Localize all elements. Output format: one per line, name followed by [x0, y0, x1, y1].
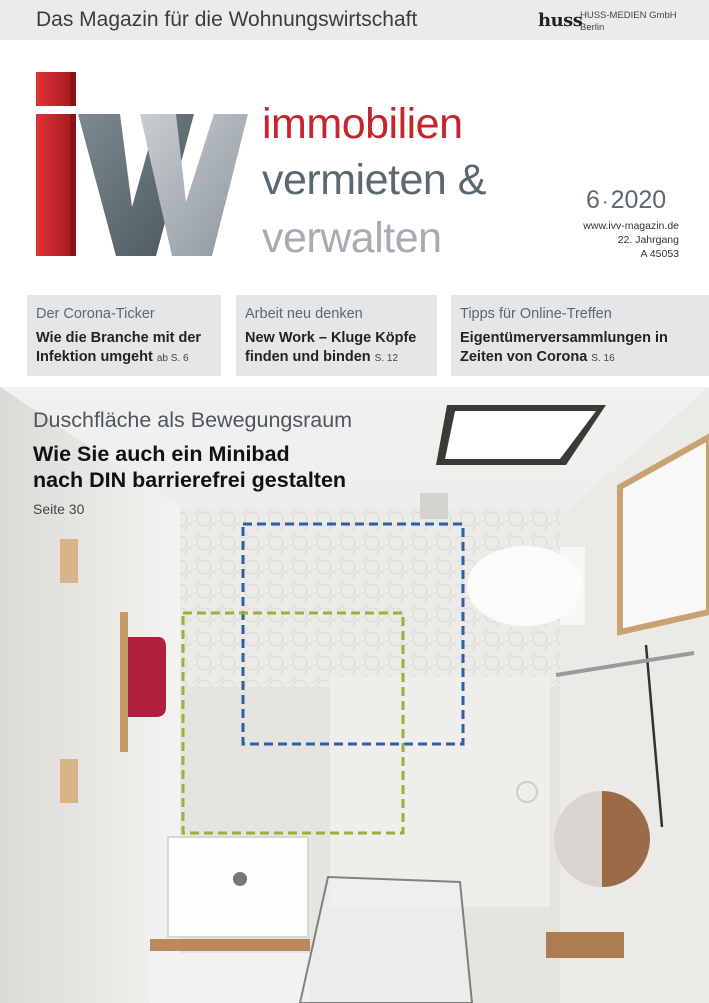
teaser-page: ab S. 6 — [156, 353, 189, 364]
teaser-page: S. 16 — [591, 353, 615, 364]
cover-story-headline — [33, 441, 352, 493]
teaser-new-work[interactable] — [236, 295, 437, 376]
title-line-immobilien: immobilien — [262, 100, 463, 148]
toilet — [467, 546, 583, 626]
cover-story-page: Seite 30 — [33, 501, 85, 517]
teaser-kicker: Tipps für Online-Treffen — [460, 306, 612, 322]
issue-number: 6 — [586, 186, 600, 214]
publisher-logo: huss — [538, 10, 583, 31]
teaser-headline — [36, 329, 201, 368]
issn-code: A 45053 — [640, 248, 679, 260]
ivv-logo — [36, 72, 251, 258]
teaser-kicker: Der Corona-Ticker — [36, 306, 155, 322]
teaser-kicker: Arbeit neu denken — [245, 306, 363, 322]
issue-year: 2020 — [610, 186, 667, 214]
issue-meta — [583, 219, 679, 261]
teaser-corona-ticker[interactable] — [27, 295, 221, 376]
teaser-headline — [245, 329, 416, 368]
cover-story[interactable] — [33, 408, 352, 517]
publisher-info — [580, 10, 677, 34]
teaser-headline — [460, 329, 668, 368]
publisher-city: Berlin — [580, 22, 605, 33]
cover-story-kicker: Duschfläche als Bewegungsraum — [33, 408, 353, 432]
volume: 22. Jahrgang — [617, 234, 679, 246]
teaser-headline-line2: Zeiten von Corona — [460, 349, 588, 365]
teaser-headline-line2: Infektion umgeht — [36, 349, 153, 365]
teaser-online-meetings[interactable] — [451, 295, 709, 376]
teaser-page: S. 12 — [374, 353, 399, 364]
top-bar — [0, 0, 709, 40]
publisher-name: HUSS-MEDIEN GmbH — [580, 10, 677, 21]
title-line-verwalten: verwalten — [262, 214, 442, 262]
cover-headline-line1: Wie Sie auch ein Minibad — [33, 442, 290, 466]
red-towel — [128, 637, 166, 717]
title-line-vermieten: vermieten & — [262, 156, 486, 204]
issue-label: 6 ·2020 — [586, 186, 667, 214]
teaser-headline-line1: Wie die Branche mit der — [36, 330, 202, 346]
teaser-headline-line1: Eigentümerversammlungen in — [460, 330, 668, 346]
teaser-headline-line2: finden und binden — [245, 349, 371, 365]
cover-headline-line2: nach DIN barrierefrei gestalten — [33, 468, 347, 492]
website: www.ivv-magazin.de — [583, 220, 679, 232]
sink — [168, 837, 308, 937]
teaser-headline-line1: New Work – Kluge Köpfe — [245, 330, 417, 346]
magazine-tagline: Das Magazin für die Wohnungswirtschaft — [36, 8, 418, 31]
